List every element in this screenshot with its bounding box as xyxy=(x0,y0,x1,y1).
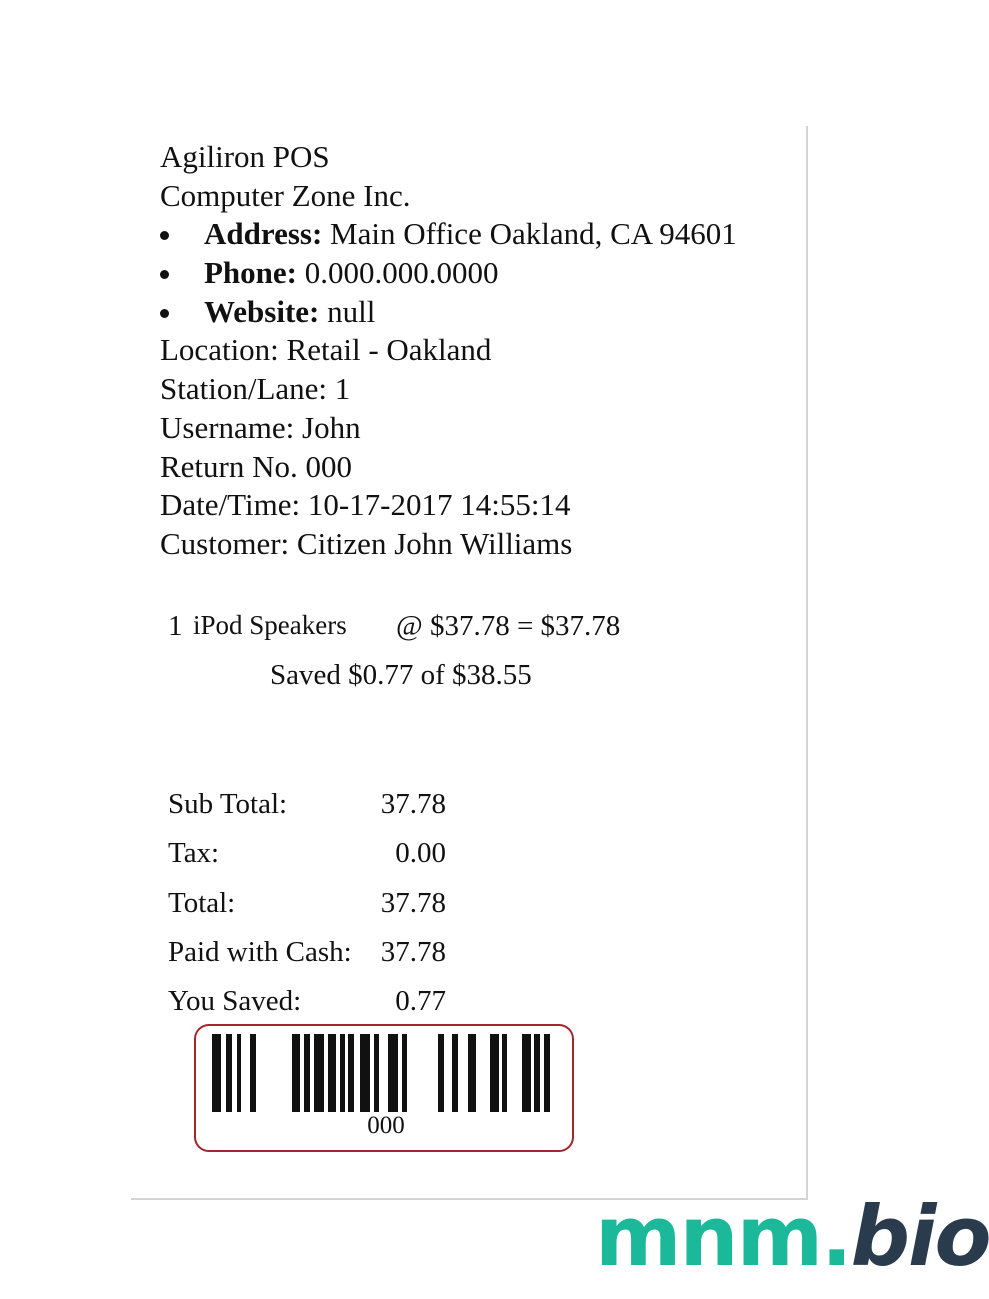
company-name: Agiliron POS xyxy=(160,139,330,174)
totals-table xyxy=(168,788,458,1034)
bullet-icon xyxy=(160,309,169,318)
website-label: Website: xyxy=(204,293,320,329)
totals-label: Sub Total: xyxy=(168,788,288,820)
item-quantity: 1 xyxy=(168,610,183,642)
totals-value: 37.78 xyxy=(380,788,446,820)
totals-row xyxy=(168,887,458,936)
totals-value: 37.78 xyxy=(380,935,446,968)
totals-value: 37.78 xyxy=(380,886,446,919)
watermark-logo xyxy=(595,1188,989,1285)
website-item xyxy=(160,293,737,332)
store-name: Computer Zone Inc. xyxy=(160,177,411,213)
username-line: Username: John xyxy=(160,409,361,445)
bullet-icon xyxy=(160,231,169,240)
store-details-list xyxy=(160,215,737,331)
item-savings: Saved $0.77 of $38.55 xyxy=(270,659,532,691)
totals-value: 0.77 xyxy=(395,985,446,1018)
station-line: Station/Lane: 1 xyxy=(160,371,351,407)
phone-value: 0.000.000.0000 xyxy=(304,255,499,291)
item-price: @ $37.78 = $37.78 xyxy=(396,610,621,642)
totals-label: Tax: xyxy=(168,837,220,870)
totals-label: Paid with Cash: xyxy=(168,935,352,968)
address-label: Address: xyxy=(204,216,323,252)
totals-label: You Saved: xyxy=(168,985,302,1018)
receipt-border-right xyxy=(806,126,808,1200)
barcode-number: 000 xyxy=(367,1112,405,1139)
barcode xyxy=(194,1024,574,1152)
location-line: Location: Retail - Oakland xyxy=(160,332,492,368)
datetime-line: Date/Time: 10-17-2017 14:55:14 xyxy=(160,487,571,523)
return-number-line: Return No. 000 xyxy=(160,448,353,484)
logo-part-mnm: mnm. xyxy=(595,1188,851,1285)
logo-part-bio: bio xyxy=(850,1188,989,1285)
totals-row xyxy=(168,936,458,985)
address-value: Main Office Oakland, CA 94601 xyxy=(330,216,737,252)
totals-row xyxy=(168,837,458,886)
bullet-icon xyxy=(160,270,169,279)
totals-row xyxy=(168,788,458,837)
address-item xyxy=(160,215,737,254)
website-value: null xyxy=(327,293,376,329)
totals-value: 0.00 xyxy=(395,837,446,870)
totals-label: Total: xyxy=(168,886,236,919)
item-name: iPod Speakers xyxy=(193,610,347,640)
phone-item xyxy=(160,254,737,293)
phone-label: Phone: xyxy=(204,255,297,291)
barcode-bars xyxy=(212,1034,560,1114)
receipt-header xyxy=(160,138,737,564)
customer-line: Customer: Citizen John Williams xyxy=(160,525,573,561)
